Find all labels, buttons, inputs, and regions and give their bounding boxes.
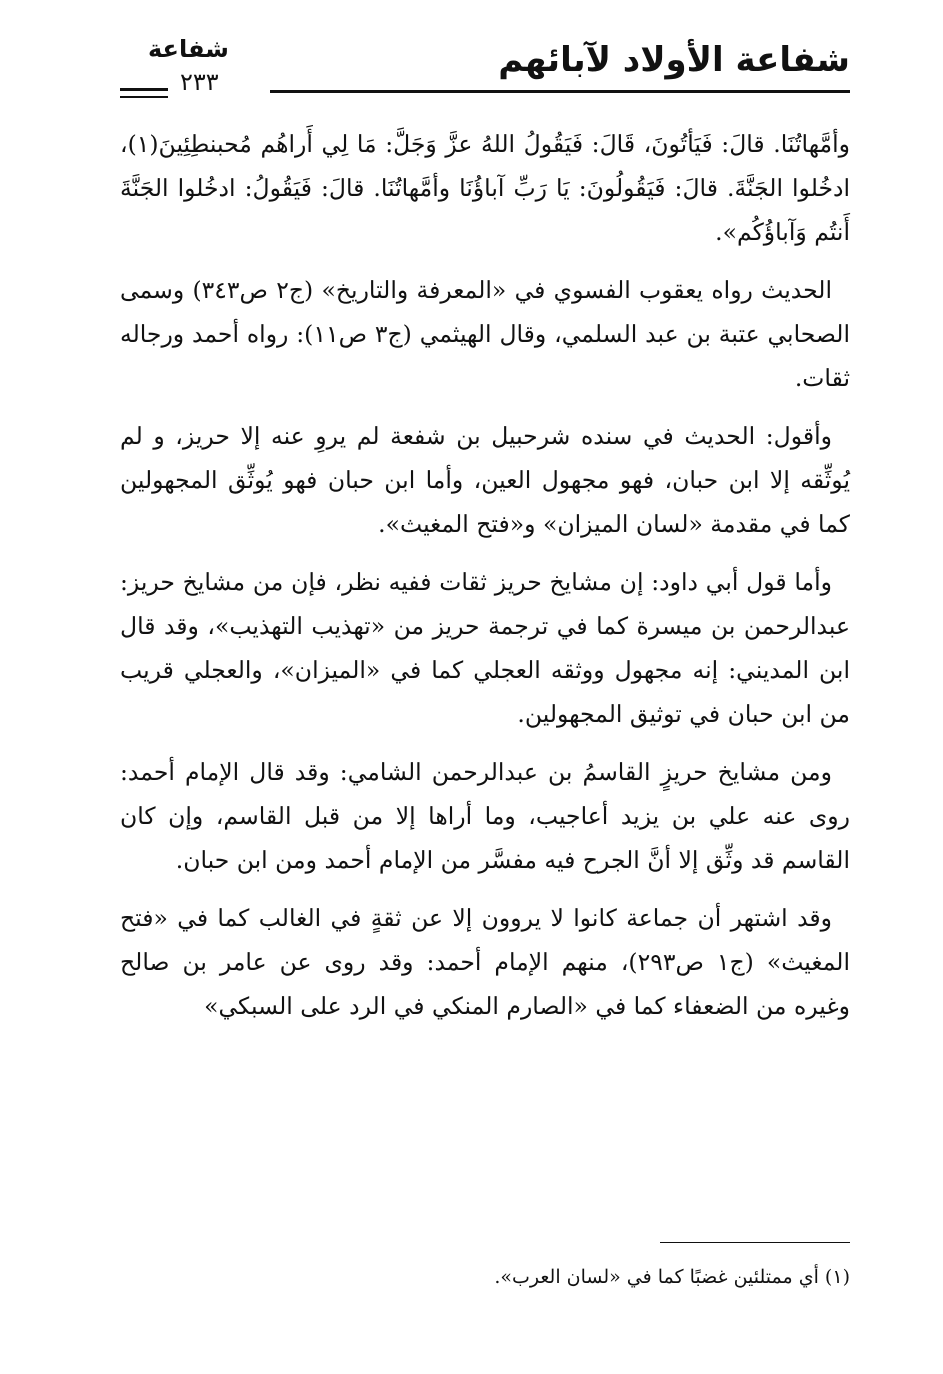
page-header [120,30,850,100]
paragraph-qasim: ومن مشايخ حريزٍ القاسمُ بن عبدالرحمن الشامي: وقد قال الإمام أحمد: روى عنه علي بن يزيد أعاجيب، وما أراها إلا من قبل القاسم، وإن كان القاسم قد وثِّق إلا أنَّ الجرح فيه مفسَّر من الإمام أحمد ومن ابن حبان. [120,758,850,874]
header-rule-left [120,88,168,91]
paragraph-trustworthy-narrators: وقد اشتهر أن جماعة كانوا لا يروون إلا عن ثقةٍ في الغالب كما في «فتح المغيث» (ج١ ص٢٩٣)، منهم الإمام أحمد: وقد روى عن عامر بن صالح وغيره من الضعفاء كما في «الصارم المنكي في الرد على السبكي» [120,904,850,1020]
body-text [120,122,850,1042]
header-rule-left-lower [120,96,168,98]
page-number: ٢٣٣ [180,68,219,96]
paragraph-hadith-source: الحديث رواه يعقوب الفسوي في «المعرفة والتاريخ» (ج٢ ص٣٤٣) وسمى الصحابي عتبة بن عبد السلمي، وقال الهيثمي (ج٣ ص١١): رواه أحمد ورجاله ثقات. [120,276,850,392]
paragraph-hadith-text: وأمَّهاتُنَا. قالَ: فَيَأتُونَ، قَالَ: فَيَقُولُ اللهُ عزَّ وَجَلَّ: مَا لِي أَراهُم مُحبنطِئِينَ(١)، ادخُلوا الجَنَّةَ. قالَ: فَيَقُولُونَ: يَا رَبِّ آباؤُنَا وأمَّهاتُنَا. قالَ: فَيَقُولُ: ادخُلوا الجَنَّةَ أَنتُم وَآباؤُكُم». [120,130,850,246]
footnote-divider [660,1242,850,1243]
footnote: (١) أي ممتلئين غضبًا كما في «لسان العرب». [494,1266,850,1288]
book-mark: شفاعة [148,35,229,63]
header-rule [270,90,850,93]
paragraph-isnad-comment: وأقول: الحديث في سنده شرحبيل بن شفعة لم يروِ عنه إلا حريز، و لم يُوثِّقه إلا ابن حبان، فهو مجهول العين، وأما ابن حبان فهو يُوثِّق المجهولين كما في مقدمة «لسان الميزان» و«فتح المغيث». [120,422,850,538]
running-title: شفاعة الأولاد لآبائهم [498,40,850,80]
paragraph-abu-dawud: وأما قول أبي داود: إن مشايخ حريز ثقات ففيه نظر، فإن من مشايخ حريز: عبدالرحمن بن ميسرة كما في ترجمة حريز من «تهذيب التهذيب»، وقد قال ابن المديني: إنه مجهول ووثقه العجلي كما في «الميزان»، والعجلي قريب من ابن حبان في توثيق المجهولين. [120,568,850,728]
